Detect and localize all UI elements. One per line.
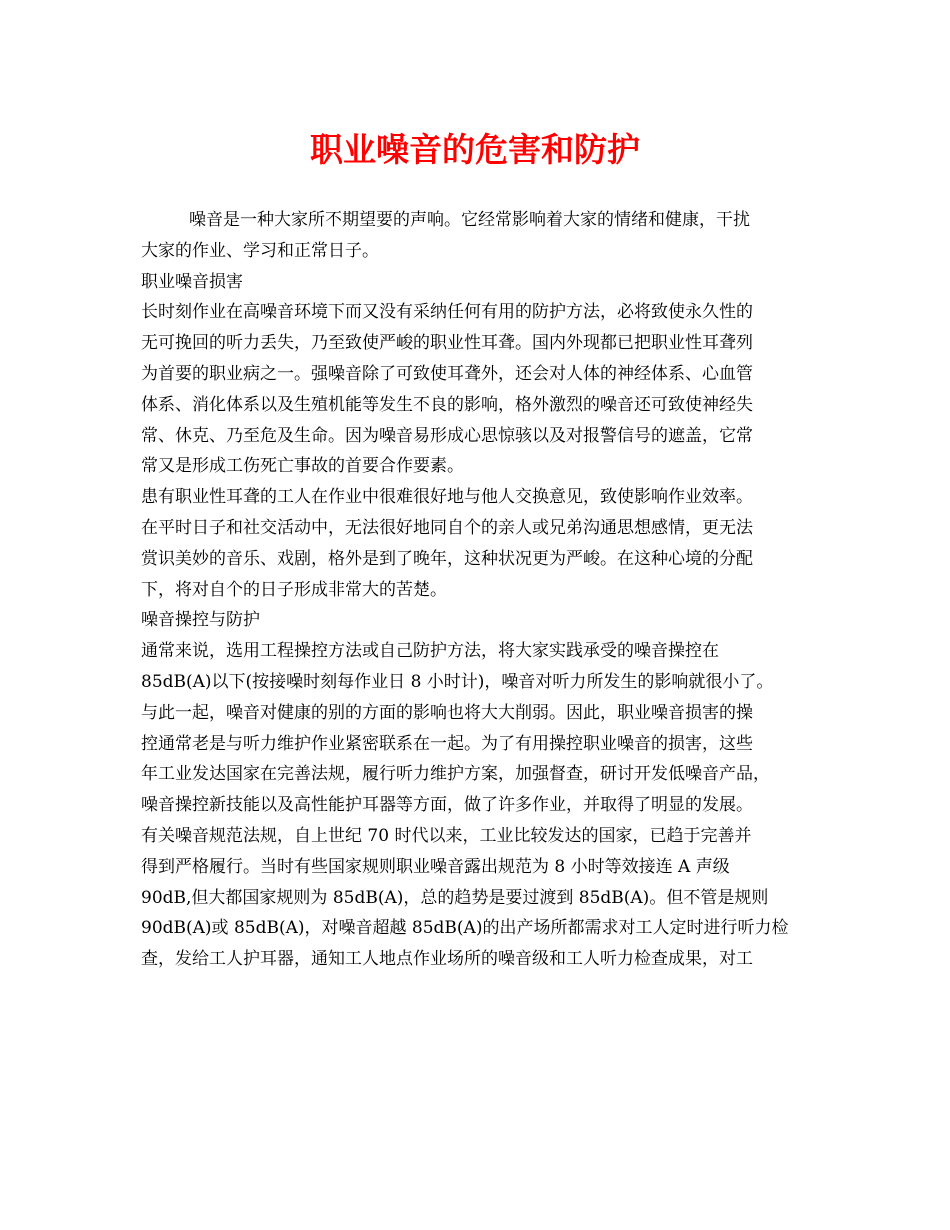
paragraph-line: 在平时日子和社交活动中，无法很好地同自个的亲人或兄弟沟通思想感情，更无法 bbox=[141, 517, 753, 538]
paragraph-line: 无可挽回的听力丢失，乃至致使严峻的职业性耳聋。国内外现都已把职业性耳聋列 bbox=[141, 333, 753, 354]
paragraph-line: 常又是形成工伤死亡事故的首要合作要素。 bbox=[141, 456, 464, 477]
paragraph-line: 得到严格履行。当时有些国家规则职业噪音露出规范为 8 小时等效接连 A 声级 bbox=[141, 856, 730, 877]
paragraph-line: 90dB,但大都国家规则为 85dB(A)，总的趋势是要过渡到 85dB(A)。但不管是规则 bbox=[141, 887, 769, 908]
paragraph-line: 噪音操控新技能以及高性能护耳器等方面，做了许多作业，并取得了明显的发展。 bbox=[141, 795, 753, 816]
paragraph-line: 下，将对自个的日子形成非常大的苦楚。 bbox=[141, 579, 447, 600]
document-title: 职业噪音的危害和防护 bbox=[310, 130, 640, 169]
section-heading: 职业噪音损害 bbox=[141, 271, 243, 292]
section-heading: 噪音操控与防护 bbox=[141, 610, 260, 631]
paragraph-line: 患有职业性耳聋的工人在作业中很难很好地与他人交换意见，致使影响作业效率。 bbox=[141, 487, 753, 508]
paragraph-line: 控通常老是与听力维护作业紧密联系在一起。为了有用操控职业噪音的损害，这些 bbox=[141, 733, 753, 754]
paragraph-line: 噪音是一种大家所不期望要的声响。它经常影响着大家的情绪和健康，干扰 bbox=[189, 210, 750, 230]
paragraph-line: 赏识美妙的音乐、戏剧，格外是到了晚年，这种状况更为严峻。在这种心境的分配 bbox=[141, 548, 753, 569]
document-body bbox=[141, 205, 813, 975]
paragraph-line: 大家的作业、学习和正常日子。 bbox=[141, 240, 379, 261]
paragraph-line: 长时刻作业在高噪音环境下而又没有采纳任何有用的防护方法，必将致使永久性的 bbox=[141, 302, 753, 323]
paragraph-line: 常、休克、乃至危及生命。因为噪音易形成心思惊骇以及对报警信号的遮盖，它常 bbox=[141, 425, 753, 446]
paragraph-line: 有关噪音规范法规，自上世纪 70 时代以来，工业比较发达的国家，已趋于完善并 bbox=[141, 825, 752, 846]
paragraph-line: 90dB(A)或 85dB(A)，对噪音超越 85dB(A)的出产场所都需求对工人定时进行听力检 bbox=[141, 918, 789, 939]
paragraph-line: 查，发给工人护耳器，通知工人地点作业场所的噪音级和工人听力检查成果，对工 bbox=[141, 949, 753, 970]
paragraph-line: 通常来说，选用工程操控方法或自己防护方法，将大家实践承受的噪音操控在 bbox=[141, 641, 719, 662]
paragraph-line: 体系、消化体系以及生殖机能等发生不良的影响，格外激烈的噪音还可致使神经失 bbox=[141, 394, 753, 415]
paragraph-line: 85dB(A)以下(按接噪时刻每作业日 8 小时计)，噪音对听力所发生的影响就很小了。 bbox=[141, 671, 774, 692]
paragraph-line: 年工业发达国家在完善法规，履行听力维护方案，加强督查，研讨开发低噪音产品， bbox=[141, 764, 770, 785]
paragraph-line: 为首要的职业病之一。强噪音除了可致使耳聋外，还会对人体的神经体系、心血管 bbox=[141, 363, 753, 384]
paragraph-line: 与此一起，噪音对健康的别的方面的影响也将大大削弱。因此，职业噪音损害的操 bbox=[141, 702, 753, 723]
